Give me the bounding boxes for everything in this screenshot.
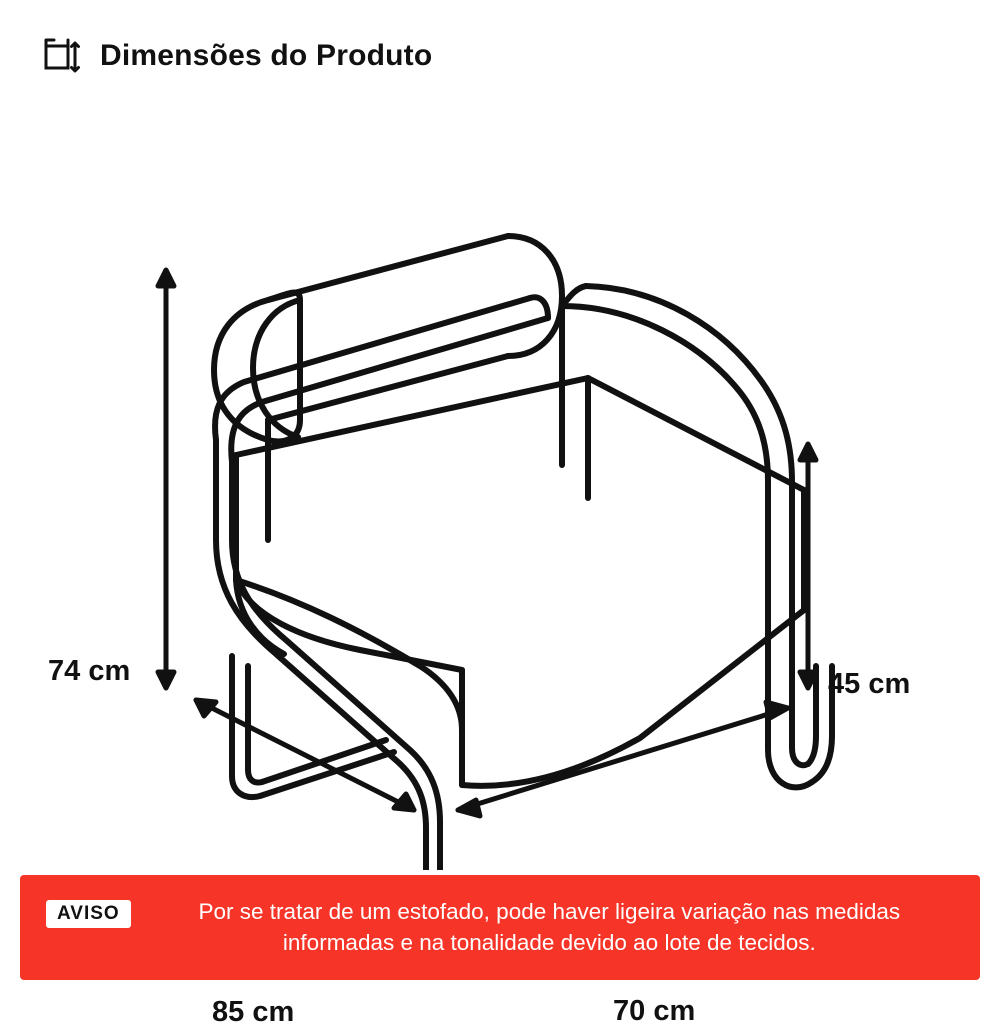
dimension-label-seat-height: 45 cm: [828, 668, 911, 700]
page-title: Dimensões do Produto: [100, 39, 433, 72]
dimension-label-depth: 85 cm: [212, 996, 295, 1028]
notice-badge: AVISO: [46, 900, 131, 928]
dimension-label-width: 70 cm: [613, 995, 696, 1027]
notice-text: Por se tratar de um estofado, pode haver ligeira variação nas medidas informadas e na tonalidade devido ao lote de tecidos.: [198, 899, 901, 955]
header: [42, 36, 432, 76]
notice-banner: [20, 875, 980, 980]
dimension-label-height: 74 cm: [48, 655, 131, 687]
dimensions-icon: [42, 36, 82, 76]
